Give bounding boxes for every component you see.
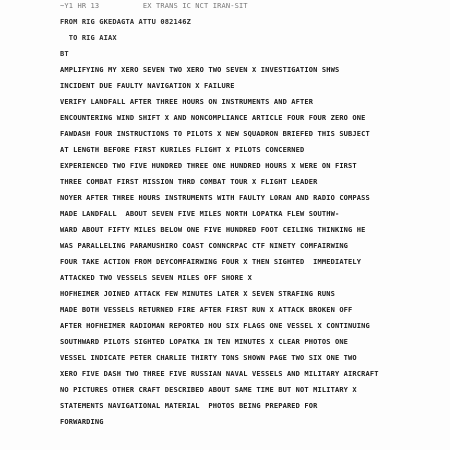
- body-line: AFTER HOFHEIMER RADIOMAN REPORTED HOU SIX FLAGS ONE VESSEL X CONTINUING: [60, 322, 370, 330]
- header-from-line: FROM RIG GKEDAGTA ATTU 082146Z: [60, 18, 191, 26]
- body-line: FAWDASH FOUR INSTRUCTIONS TO PILOTS X NEW SQUADRON BRIEFED THIS SUBJECT: [60, 130, 370, 138]
- header-to-line: TO RIG AIAX: [60, 34, 117, 42]
- body-line: NOYER AFTER THREE HOURS INSTRUMENTS WITH FAULTY LORAN AND RADIO COMPASS: [60, 194, 370, 202]
- body-line: AT LENGTH BEFORE FIRST KURILES FLIGHT X PILOTS CONCERNED: [60, 146, 305, 154]
- body-line: WARD ABOUT FIFTY MILES BELOW ONE FIVE HUNDRED FOOT CEILING THINKING HE: [60, 226, 366, 234]
- body-line: NO PICTURES OTHER CRAFT DESCRIBED ABOUT SAME TIME BUT NOT MILITARY X: [60, 386, 357, 394]
- header-bt-line: BT: [60, 50, 69, 58]
- body-line: FOUR TAKE ACTION FROM DEYCOMFAIRWING FOUR X THEN SIGHTED IMMEDIATELY: [60, 258, 362, 266]
- body-line: FORWARDING: [60, 418, 104, 426]
- body-line: EXPERIENCED TWO FIVE HUNDRED THREE ONE HUNDRED HOURS X WERE ON FIRST: [60, 162, 357, 170]
- body-line: ATTACKED TWO VESSELS SEVEN MILES OFF SHORE X: [60, 274, 253, 282]
- body-line: MADE BOTH VESSELS RETURNED FIRE AFTER FIRST RUN X ATTACK BROKEN OFF: [60, 306, 353, 314]
- body-line: WAS PARALLELING PARAMUSHIRO COAST CONNCRPAC CTF NINETY COMFAIRWING: [60, 242, 349, 250]
- header-routing-line: ~Y1 HR 13 EX TRANS IC NCT IRAN-SIT: [60, 2, 248, 10]
- body-line: VERIFY LANDFALL AFTER THREE HOURS ON INSTRUMENTS AND AFTER: [60, 98, 314, 106]
- body-line: STATEMENTS NAVIGATIONAL MATERIAL PHOTOS BEING PREPARED FOR: [60, 402, 318, 410]
- body-line: AMPLIFYING MY XERO SEVEN TWO XERO TWO SEVEN X INVESTIGATION SHWS: [60, 66, 340, 74]
- body-line: SOUTHWARD PILOTS SIGHTED LOPATKA IN TEN MINUTES X CLEAR PHOTOS ONE: [60, 338, 349, 346]
- body-line: MADE LANDFALL ABOUT SEVEN FIVE MILES NORTH LOPATKA FLEW SOUTHW-: [60, 210, 340, 218]
- body-line: ENCOUNTERING WIND SHIFT X AND NONCOMPLIANCE ARTICLE FOUR FOUR ZERO ONE: [60, 114, 366, 122]
- body-line: THREE COMBAT FIRST MISSION THRD COMBAT TOUR X FLIGHT LEADER: [60, 178, 318, 186]
- body-line: HOFHEIMER JOINED ATTACK FEW MINUTES LATER X SEVEN STRAFING RUNS: [60, 290, 335, 298]
- body-line: INCIDENT DUE FAULTY NAVIGATION X FAILURE: [60, 82, 235, 90]
- body-line: XERO FIVE DASH TWO THREE FIVE RUSSIAN NAVAL VESSELS AND MILITARY AIRCRAFT: [60, 370, 379, 378]
- body-line: VESSEL INDICATE PETER CHARLIE THIRTY TONS SHOWN PAGE TWO SIX ONE TWO: [60, 354, 357, 362]
